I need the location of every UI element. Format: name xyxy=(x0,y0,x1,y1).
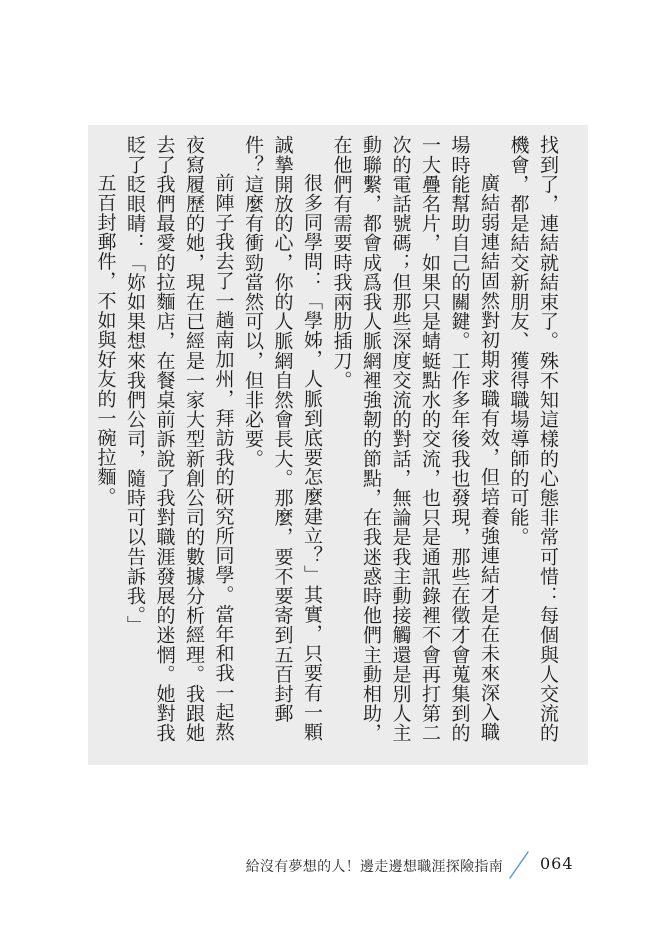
text-panel xyxy=(88,125,588,765)
paragraph-3: 很多同學問：「學姊，人脈到底要怎麼建立？」其實，只要有一顆誠摯開放的心，你的人脈網自然會長大。那麼，要不要寄到五百封郵件？這麼有衝勁當然可以，但非必要。 xyxy=(242,135,323,742)
paragraph-5: 五百封郵件，不如與好友的一碗拉麵。 xyxy=(94,173,117,507)
page-footer xyxy=(0,850,663,890)
page-number: 064 xyxy=(540,854,574,873)
paragraph-4: 前陣子我去了一趟南加州，拜訪我的研究所同學。當年和我一起熬夜寫履歷的她，現在已經是一家大型新創公司的數據分析經理。我跟她去了我們最愛的拉麵店，在餐桌前訴說了我對職涯發展的迷惘。她對我眨了眨眼睛：「妳如果想來我們公司，隨時可以告訴我。」 xyxy=(124,135,235,743)
paragraph-2: 廣結弱連結固然對初期求職有效，但培養強連結才是在未來深入職場時能幫助自己的關鍵。工作多年後我也發現，那些在徵才會蒐集到的一大疊名片，如果只是蜻蜓點水的交流，也只是通訊錄裡不會再打第二次的電話號碼；但那些深度交流的對話，無論是我主動接觸還是別人主動聯繫，都會成爲我人脈網裡強韌的節點，在我迷惑時他們主動相助，在他們有需要時我兩肋插刀。 xyxy=(330,135,500,743)
book-title: 給沒有夢想的人！邊走邊想職涯探險指南 xyxy=(245,859,503,875)
divider-slash-icon xyxy=(508,850,530,880)
paragraph-1: 找到了，連結就結束了。殊不知這樣的心態非常可惜：每個與人交流的機會，都是結交新朋友、獲得職場導師的可能。 xyxy=(507,135,559,743)
body-text xyxy=(90,135,562,760)
